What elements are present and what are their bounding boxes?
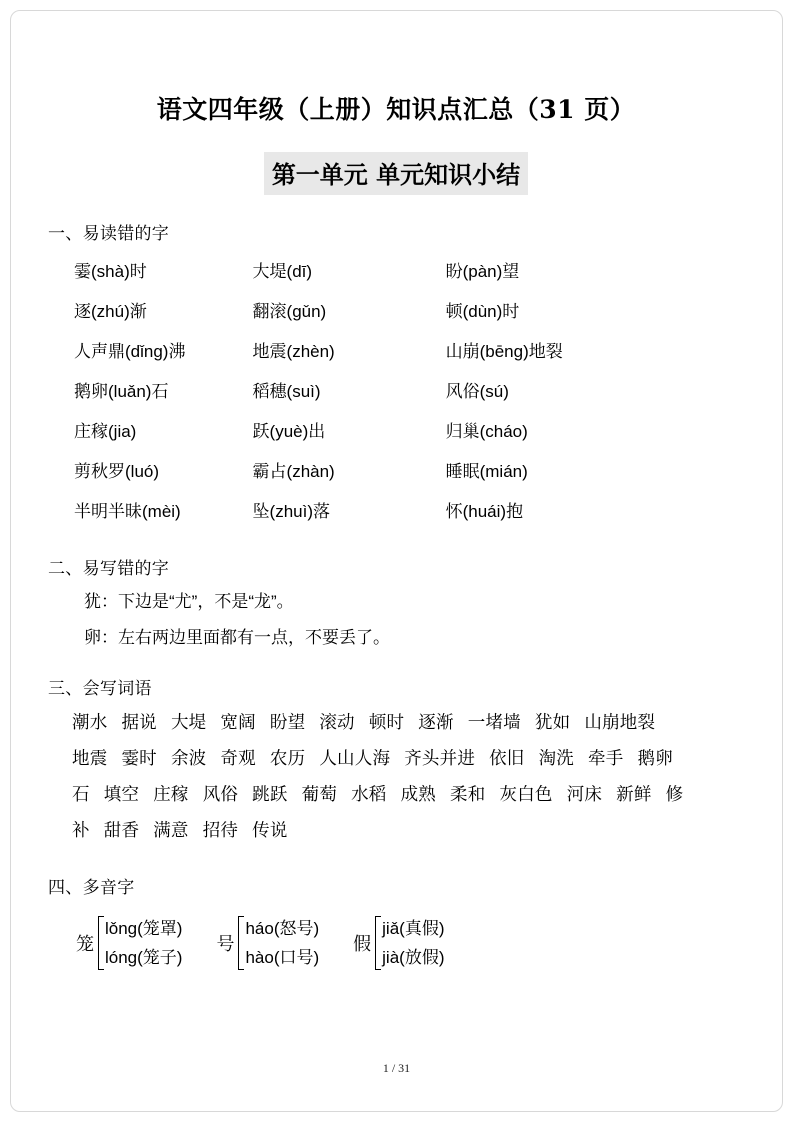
table-row [74, 410, 674, 450]
table-cell: 归巢(cháo) [445, 422, 528, 441]
brace-icon [235, 914, 244, 972]
table-cell: 半明半昧(mèi) [74, 502, 181, 521]
polyphone-reading: jiǎ(真假) [382, 918, 445, 938]
word-item: 霎时 [121, 747, 157, 768]
word-item: 人山人海 [319, 747, 391, 768]
polyphone-group [353, 914, 444, 972]
table-cell: 怀(huái)抱 [445, 502, 524, 521]
table-row [74, 370, 674, 410]
polyphone-reading: lóng(笼子) [105, 947, 183, 967]
word-item: 水稻 [351, 783, 387, 804]
word-item: 甜香 [103, 819, 140, 840]
brace-icon [95, 914, 104, 972]
word-item: 满意 [153, 819, 189, 840]
word-item: 新鲜 [616, 783, 652, 804]
word-item: 地震 [72, 747, 108, 768]
polyphone-group [76, 914, 182, 972]
word-item: 山崩地裂 [584, 712, 656, 732]
word-item: 灰白色 [499, 783, 553, 804]
table-cell: 剪秋罗(luó) [74, 462, 160, 481]
table-row [74, 250, 674, 290]
word-item: 农历 [269, 747, 306, 768]
table-cell: 盼(pàn)望 [445, 262, 520, 281]
word-item: 跳跃 [252, 783, 288, 804]
word-item: 依旧 [489, 747, 525, 768]
word-item: 葡萄 [301, 783, 338, 804]
table-cell: 顿(dùn)时 [445, 302, 520, 321]
table-cell: 人声鼎(dǐng)沸 [74, 342, 186, 361]
word-item: 牵手 [588, 747, 624, 768]
word-item: 顿时 [368, 712, 405, 732]
table-cell: 庄稼(jia) [74, 422, 137, 441]
table-row [74, 330, 674, 370]
table-cell: 稻穗(suì) [252, 382, 321, 401]
brace-icon [372, 914, 381, 972]
word-item: 庄稼 [153, 783, 189, 804]
word-item: 成熟 [400, 783, 436, 804]
word-item: 潮水 [72, 712, 108, 732]
section-heading-writable-words: 三、会写词语 [48, 679, 152, 698]
word-item: 奇观 [220, 747, 256, 768]
polyphone-readings [105, 914, 182, 972]
word-item: 填空 [103, 783, 140, 804]
document-content [46, 34, 746, 972]
word-item: 柔和 [450, 783, 486, 804]
table-cell: 坠(zhuì)落 [252, 502, 330, 521]
word-item: 招待 [202, 819, 239, 840]
miswrite-note: 卵：左右两边里面都有一点，不要丢了。 [84, 627, 390, 647]
word-item: 大堤 [170, 712, 207, 732]
word-item: 盼望 [269, 712, 306, 732]
polyphone-reading: hào(口号) [245, 947, 320, 967]
polyphone-reading: lǒng(笼罩) [105, 918, 183, 938]
table-cell: 大堤(dī) [252, 262, 313, 281]
word-item: 河床 [566, 783, 603, 804]
word-item: 据说 [121, 712, 157, 732]
easy-misread-table [74, 250, 674, 530]
word-item: 传说 [252, 819, 288, 840]
table-cell: 山崩(bēng)地裂 [445, 342, 563, 361]
unit-title-wrapper [46, 152, 746, 195]
page-title: 语文四年级（上册）知识点汇总（31 页） [156, 95, 636, 124]
table-cell: 霸占(zhàn) [252, 462, 335, 481]
word-item: 犹如 [534, 712, 571, 732]
polyphone-character: 号 [216, 933, 235, 954]
table-cell: 地震(zhèn) [252, 342, 335, 361]
table-cell: 睡眠(mián) [445, 462, 528, 481]
table-row [74, 290, 674, 330]
polyphone-readings [382, 914, 444, 972]
unit-title: 第一单元 单元知识小结 [264, 152, 528, 195]
word-item: 逐渐 [418, 712, 454, 732]
polyphone-list [76, 914, 746, 972]
word-item: 风俗 [202, 783, 239, 804]
section-heading-polyphones: 四、多音字 [48, 877, 135, 897]
word-item: 淘洗 [538, 747, 574, 768]
polyphone-character: 笼 [76, 933, 94, 954]
section-heading-easy-misread: 一、易读错的字 [48, 224, 170, 243]
writable-words-list [72, 705, 686, 849]
table-cell: 翻滚(gǔn) [252, 302, 327, 321]
word-item: 修补 [72, 783, 684, 840]
polyphone-readings [245, 914, 319, 972]
table-cell: 霎(shà)时 [74, 262, 147, 281]
table-row [74, 490, 674, 530]
polyphone-reading: jià(放假) [382, 947, 445, 967]
miswrite-note: 犹：下边是“尤”，不是“龙”。 [84, 592, 294, 611]
word-item: 余波 [170, 747, 207, 768]
table-cell: 逐(zhú)渐 [74, 302, 147, 321]
table-cell: 风俗(sú) [445, 382, 509, 401]
section-heading-easy-miswrite: 二、易写错的字 [48, 559, 170, 578]
word-item: 一堵墙 [467, 712, 521, 732]
table-cell: 跃(yuè)出 [252, 422, 326, 441]
page-number: 1 / 31 [382, 1061, 411, 1075]
polyphone-character: 假 [353, 933, 372, 954]
word-item: 宽阔 [220, 712, 256, 732]
word-item: 滚动 [319, 712, 355, 732]
table-cell: 鹅卵(luǎn)石 [74, 382, 169, 401]
table-row [74, 450, 674, 490]
word-item: 鹅卵石 [72, 747, 673, 804]
polyphone-group [216, 914, 319, 972]
word-item: 齐头并进 [404, 747, 476, 768]
polyphone-reading: háo(怒号) [245, 918, 320, 938]
